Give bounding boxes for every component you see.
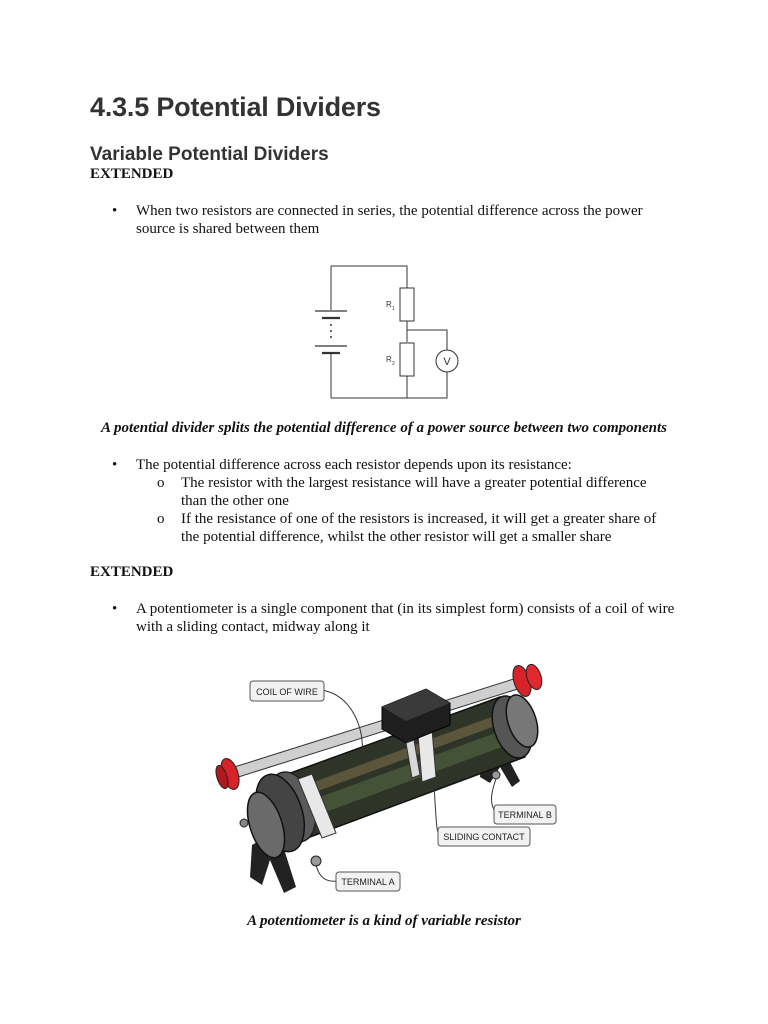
r2-label: R (386, 355, 392, 364)
extended-label: EXTENDED (90, 564, 174, 580)
resistor-r1 (400, 288, 414, 321)
r1-label: R (386, 300, 392, 309)
sub-bullet-icon: o (157, 511, 165, 527)
figure-caption: A potential divider splits the potential difference of a power source between two components (101, 420, 667, 436)
coil-of-wire-label: COIL OF WIRE (256, 687, 318, 697)
battery-symbol (315, 311, 347, 353)
bullet-icon: • (112, 203, 118, 219)
bullet-icon: • (112, 457, 118, 473)
terminal-b-label: TERMINAL B (498, 810, 552, 820)
terminal-a-label: TERMINAL A (341, 877, 395, 887)
sub-bullet-text: If the resistance of one of the resistors is increased, it will get a greater share of the potential difference, whilst the other resistor will get a smaller share (181, 511, 657, 545)
section-heading: Variable Potential Dividers (90, 144, 329, 165)
sub-bullet-text: The resistor with the largest resistance will have a greater potential difference than the other one (181, 475, 647, 509)
page-title: 4.3.5 Potential Dividers (90, 92, 381, 122)
figure-caption: A potentiometer is a kind of variable resistor (247, 913, 521, 929)
bullet-text: The potential difference across each resistor depends upon its resistance: (136, 457, 572, 473)
sub-bullet-icon: o (157, 475, 165, 491)
r1-subscript: 1 (392, 306, 395, 312)
r2-subscript: 2 (392, 361, 395, 367)
resistor-r2 (400, 343, 414, 376)
bullet-text: When two resistors are connected in series, the potential difference across the power source is shared between them (136, 203, 643, 237)
potential-divider-circuit (300, 258, 470, 406)
bullet-text: A potentiometer is a single component that (in its simplest form) consists of a coil of wire with a sliding contact, midway along it (136, 601, 675, 635)
bullet-icon: • (112, 601, 118, 617)
potentiometer-illustration (200, 655, 570, 900)
sliding-contact-label: SLIDING CONTACT (443, 832, 525, 842)
extended-label: EXTENDED (90, 166, 174, 182)
voltmeter-label: V (443, 356, 451, 368)
